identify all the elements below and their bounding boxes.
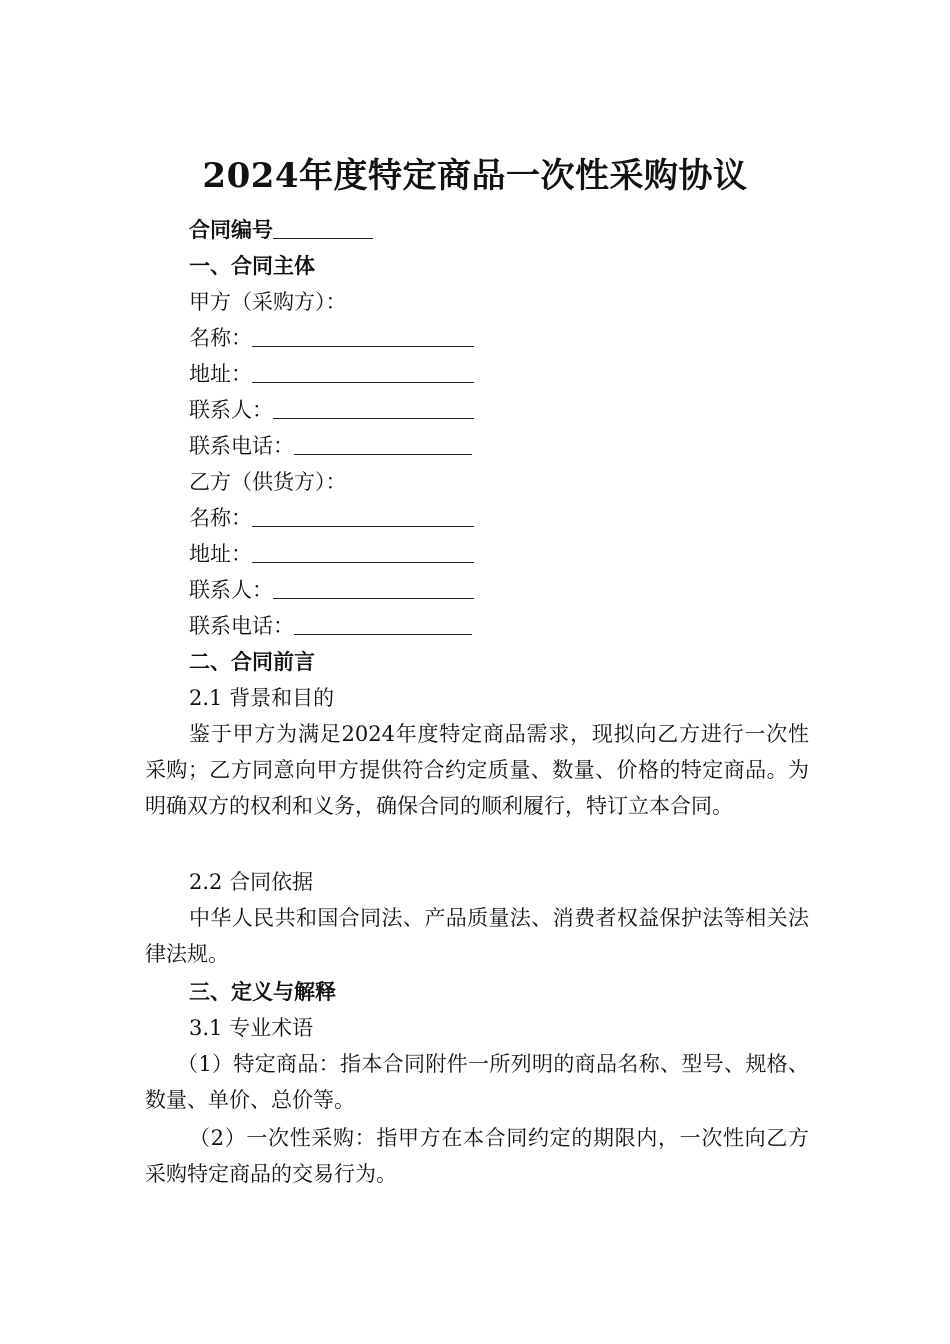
- section3-item1: （1）特定商品：指本合同附件一所列明的商品名称、型号、规格、数量、单价、总价等。: [145, 1052, 809, 1112]
- section3-item2: （2）一次性采购：指甲方在本合同约定的期限内，一次性向乙方采购特定商品的交易行为。: [145, 1126, 809, 1186]
- party-a-phone-row: [189, 428, 472, 464]
- party-a-name-label: 名称：: [189, 326, 252, 350]
- section1-heading: 一、合同主体: [189, 253, 315, 278]
- section2-sub2-title: 2.2 合同依据: [189, 870, 314, 894]
- party-b-contact-row: [189, 572, 474, 608]
- party-b-address-label: 地址：: [189, 542, 252, 566]
- contract-number-blank: [273, 212, 373, 239]
- party-b-address-row: [189, 536, 474, 572]
- party-a-contact-row: [189, 392, 474, 428]
- section2-sub1-title: 2.1 背景和目的: [189, 686, 335, 710]
- section2-heading: 二、合同前言: [189, 649, 315, 674]
- party-b-name-blank: [252, 500, 474, 527]
- party-a-address-blank: [252, 356, 474, 383]
- party-b-name-label: 名称：: [189, 506, 252, 530]
- section2-sub1-text: 鉴于甲方为满足2024年度特定商品需求，现拟向乙方进行一次性采购；乙方同意向甲方提供符合约定质量、数量、价格的特定商品。为明确双方的权利和义务，确保合同的顺利履行，特订立本合同。: [145, 722, 809, 818]
- party-a-phone-label: 联系电话：: [189, 434, 294, 458]
- party-b-name-row: [189, 500, 474, 536]
- party-a-contact-label: 联系人：: [189, 398, 273, 422]
- party-b-phone-label: 联系电话：: [189, 614, 294, 638]
- party-b-phone-row: [189, 608, 472, 644]
- party-a-contact-blank: [273, 392, 474, 419]
- section2-sub2-text: 中华人民共和国合同法、产品质量法、消费者权益保护法等相关法律法规。: [145, 906, 809, 966]
- party-b-address-blank: [252, 536, 474, 563]
- section3-heading: 三、定义与解释: [189, 979, 336, 1004]
- document-title: 2024年度特定商品一次性采购协议: [202, 156, 748, 196]
- party-a-name-row: [189, 320, 474, 356]
- party-a-address-label: 地址：: [189, 362, 252, 386]
- party-a-name-blank: [252, 320, 474, 347]
- contract-number-row: [189, 212, 373, 248]
- party-b-contact-blank: [273, 572, 474, 599]
- party-a-label: 甲方（采购方）：: [189, 290, 347, 314]
- contract-number-label: 合同编号: [189, 217, 273, 242]
- party-b-contact-label: 联系人：: [189, 578, 273, 602]
- party-b-phone-blank: [294, 608, 472, 635]
- party-a-address-row: [189, 356, 474, 392]
- section3-sub1-title: 3.1 专业术语: [189, 1016, 314, 1040]
- party-b-label: 乙方（供货方）：: [189, 470, 347, 494]
- party-a-phone-blank: [294, 428, 472, 455]
